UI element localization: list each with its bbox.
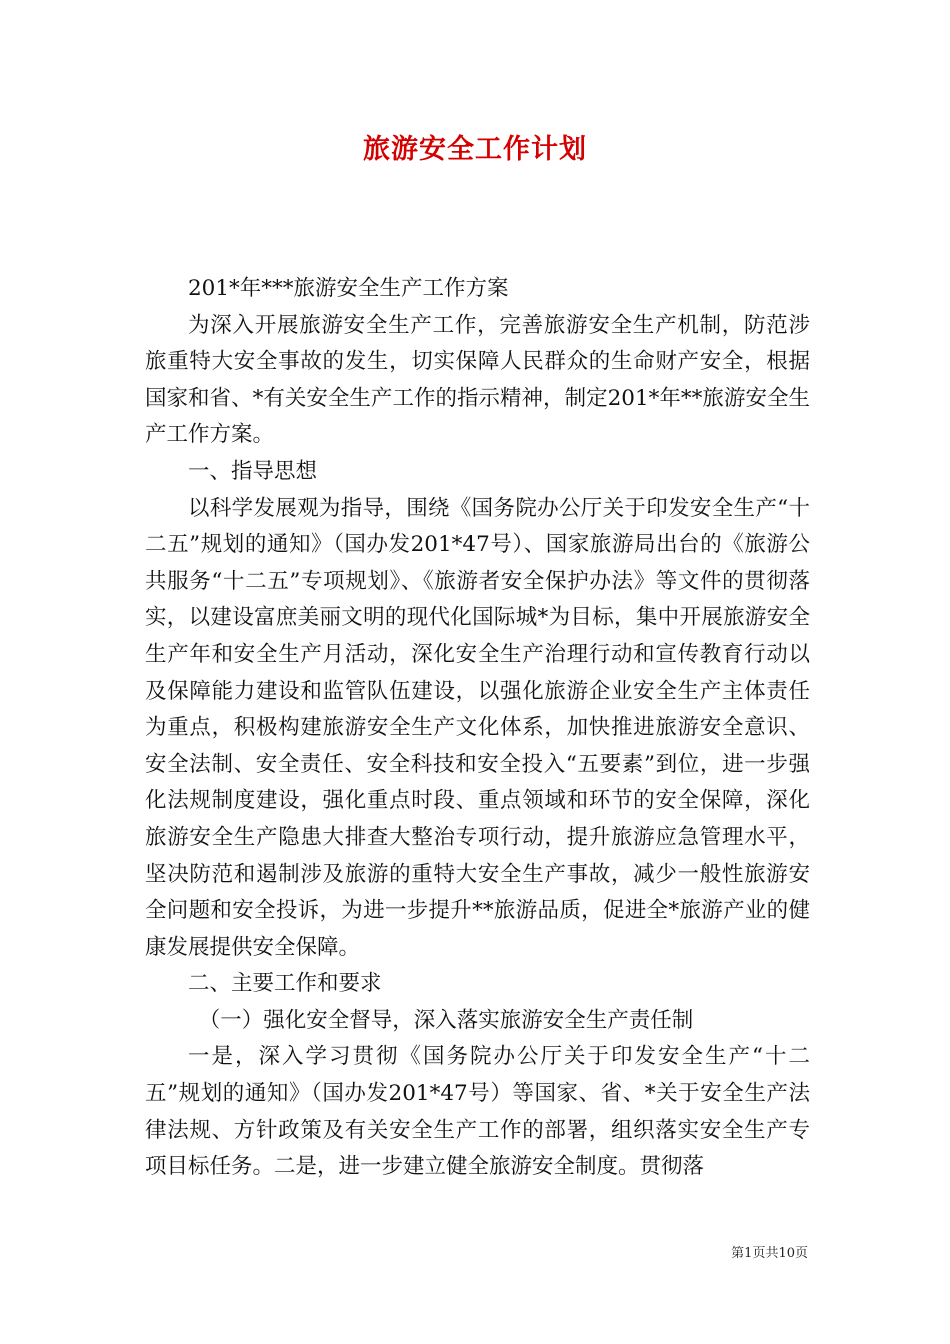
document-body [145,271,810,1186]
document-title: 旅游安全工作计划 [363,134,587,165]
section-heading-guiding-ideology: 一、指导思想 [188,458,318,484]
section-heading-main-work: 二、主要工作和要求 [188,971,382,997]
plan-heading: 201*年***旅游安全生产工作方案 [188,276,509,301]
intro-paragraph: 为深入开展旅游安全生产工作，完善旅游安全生产机制，防范涉旅重特大安全事故的发生，切实保障人民群众的生命财产安全，根据国家和省、*有关安全生产工作的指示精神，制定201*年**旅游安全生产工作方案。 [145,312,810,448]
guiding-ideology-paragraph: 以科学发展观为指导，围绕《国务院办公厅关于印发安全生产“十二五”规划的通知》（国办发201*47号）、国家旅游局出台的《旅游公共服务“十二五”专项规划》、《旅游者安全保护办法》等文件的贯彻落实，以建设富庶美丽文明的现代化国际城*为目标，集中开展旅游安全生产年和安全生产月活动，深化安全生产治理行动和宣传教育行动以及保障能力建设和监管队伍建设，以强化旅游企业安全生产主体责任为重点，积极构建旅游安全生产文化体系，加快推进旅游安全意识、安全法制、安全责任、安全科技和安全投入“五要素”到位，进一步强化法规制度建设，强化重点时段、重点领域和环节的安全保障，深化旅游安全生产隐患大排查大整治专项行动，提升旅游应急管理水平，坚决防范和遏制涉及旅游的重特大安全生产事故，减少一般性旅游安全问题和安全投诉，为进一步提升**旅游品质，促进全*旅游产业的健康发展提供安全保障。 [145,495,810,960]
subsection-heading-supervision: （一）强化安全督导，深入落实旅游安全生产责任制 [198,1007,694,1033]
page-number-footer: 第1页共10页 [731,1246,808,1261]
supervision-paragraph: 一是，深入学习贯彻《国务院办公厅关于印发安全生产“十二五”规划的通知》（国办发201*47号）等国家、省、*关于安全生产法律法规、方针政策及有关安全生产工作的部署，组织落实安全生产专项目标任务。二是，进一步建立健全旅游安全制度。贯彻落 [145,1044,810,1180]
